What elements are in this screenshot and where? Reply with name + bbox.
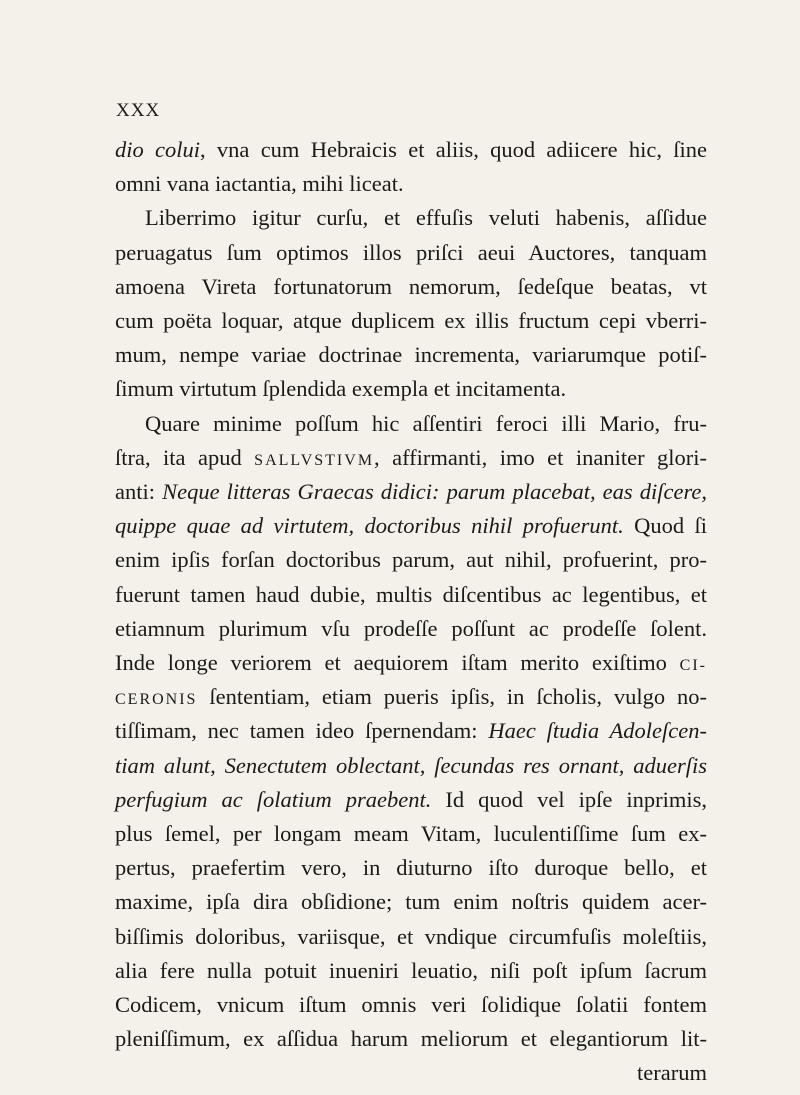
text-line (115, 543, 707, 577)
text-run: Quod ſi (623, 513, 707, 539)
text-line (115, 338, 707, 372)
text-run: , vna cum Hebraicis et aliis, quod adiicere hic, ſine (200, 137, 707, 162)
text-run: Codicem, vnicum iſtum omnis veri ſolidique ſolatii fontem (115, 992, 707, 1017)
small-caps-text: SALLVSTIVM (254, 451, 375, 469)
text-run: omni vana iactantia, mihi liceat. (115, 171, 404, 197)
text-run: ſtra, ita apud (115, 444, 255, 470)
text-line (115, 714, 707, 748)
small-caps-text: CI- (679, 657, 707, 674)
text-line (115, 988, 707, 1022)
text-line (115, 954, 707, 988)
text-run: peruagatus ſum optimos illos priſci aeui Auctores, tanquam (115, 239, 707, 265)
text-line (115, 885, 707, 919)
text-run: pertus, praefertim vero, in diuturno iſto duroque bello, et (115, 855, 707, 881)
text-run: pleniſſimum, ex aſſidua harum meliorum et elegantiorum lit- (115, 1026, 707, 1052)
text-line (115, 578, 707, 612)
text-run: biſſimis doloribus, variisque, et vndique circumfuſis moleſtiis, (115, 923, 707, 949)
italic-text: tiam alunt, Senectutem oblectant, ſecundas res ornant, aduerſis (115, 752, 707, 778)
text-line (115, 475, 707, 509)
text-line (115, 749, 707, 783)
text-run: Quare minime poſſum hic aſſentiri feroci illi Mario, fru- (145, 410, 707, 436)
text-run: mum, nempe variae doctrinae incrementa, variarumque potiſ- (115, 342, 707, 368)
text-line (115, 133, 707, 167)
text-line (145, 407, 707, 441)
text-line (115, 817, 707, 851)
text-run: tiſſimam, nec tamen ideo ſpernendam: (115, 718, 489, 744)
text-run: alia fere nulla potuit inueniri leuatio, niſi poſt ipſum ſacrum (115, 957, 707, 983)
text-run: Inde longe veriorem et aequiorem iſtam merito exiſtimo (115, 650, 680, 675)
text-line (115, 236, 707, 270)
text-run: amoena Vireta fortunatorum nemorum, ſedeſque beatas, vt (115, 273, 707, 299)
text-line (115, 304, 707, 338)
text-run: cum poëta loquar, atque duplicem ex illis fructum cepi vberri- (115, 308, 707, 333)
text-run: anti: (115, 479, 163, 504)
text-line (115, 612, 707, 646)
text-run: Liberrimo igitur curſu, et effuſis veluti habenis, aſſidue (145, 205, 707, 231)
text-run: terarum (637, 1060, 707, 1086)
text-run: etiamnum plurimum vſu prodeſſe poſſunt ac prodeſſe ſolent. (115, 615, 707, 641)
text-line (115, 680, 707, 714)
text-run: plus ſemel, per longam meam Vitam, luculentiſſime ſum ex- (115, 821, 707, 846)
text-line (115, 167, 707, 201)
text-run: , affirmanti, imo et inaniter glori- (374, 444, 708, 470)
text-line (115, 1056, 707, 1090)
page-number: XXX (116, 100, 161, 121)
text-run: ſimum virtutum ſplendida exempla et incitamenta. (115, 376, 567, 402)
italic-text: dio colui (115, 137, 201, 162)
text-run: Id quod vel ipſe inprimis, (431, 786, 707, 812)
text-line (115, 441, 707, 475)
text-line (115, 783, 707, 817)
text-line (115, 1022, 707, 1056)
text-run: ſententiam, etiam pueris ipſis, in ſcholis, vulgo no- (197, 684, 707, 710)
text-run: fuerunt tamen haud dubie, multis diſcentibus ac legentibus, et (115, 581, 707, 607)
text-run: maxime, ipſa dira obſidione; tum enim noſtris quidem acer- (115, 889, 707, 915)
text-line (115, 851, 707, 885)
text-line (145, 201, 707, 235)
small-caps-text: CERONIS (115, 691, 198, 709)
text-line (115, 920, 707, 954)
text-run: enim ipſis forſan doctoribus parum, aut nihil, profuerint, pro- (115, 547, 707, 573)
italic-text: Haec ſtudia Adoleſcen- (488, 718, 707, 744)
text-line (115, 372, 707, 406)
text-line (115, 270, 707, 304)
italic-text: perfugium ac ſolatium praebent. (115, 786, 432, 812)
italic-text: Neque litteras Graecas didici: parum placebat, eas diſcere, (162, 479, 707, 504)
text-line (115, 509, 707, 543)
text-line (115, 646, 707, 680)
italic-text: quippe quae ad virtutem, doctoribus nihil profuerunt. (115, 513, 624, 539)
